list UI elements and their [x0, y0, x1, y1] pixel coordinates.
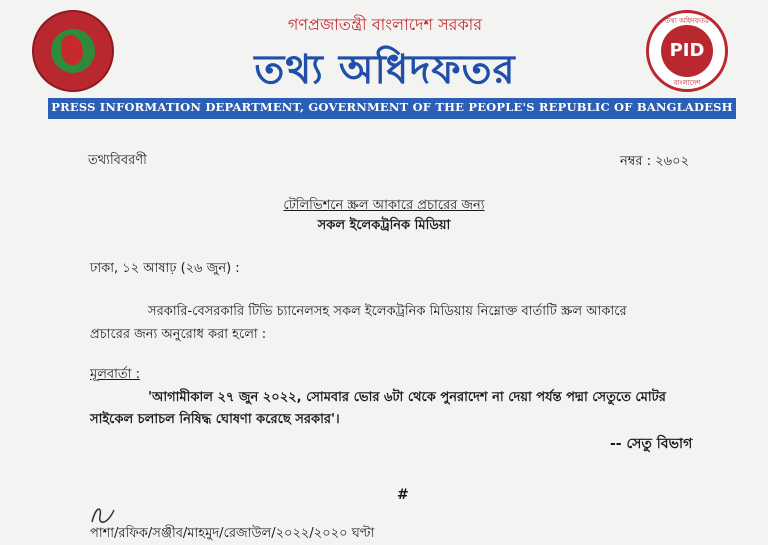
pid-seal-top-text: তথ্য অধিদফতর [665, 17, 709, 25]
pid-seal-bottom-text: বাংলাদেশ [673, 79, 701, 87]
message-line-2: সাইকেল চলাচল নিষিদ্ধ ঘোষণা করেছে সরকার'। [90, 412, 340, 427]
document-number: নম্বর : ২৬০২ [620, 154, 690, 169]
main-message-label: মূলবার্তা : [90, 367, 140, 382]
body-line-1: সরকারি-বেসরকারি টিভি চ্যানেলসহ সকল ইলেকট্রনিক মিডিয়ায় নিম্নোক্ত বার্তাটি স্ক্রল আকারে [148, 304, 627, 319]
end-mark: # [397, 487, 409, 503]
footer-initials: পাশা/রফিক/সঞ্জীব/মাহমুদ/রেজাউল/২০২২/২০২০ ঘণ্টা [90, 526, 375, 541]
government-name: গণপ্রজাতন্ত্রী বাংলাদেশ সরকার [287, 15, 483, 34]
pid-logo-text: PID [661, 25, 713, 77]
banner-text: PRESS INFORMATION DEPARTMENT, GOVERNMENT OF THE PEOPLE'S REPUBLIC OF BANGLADESH [51, 100, 733, 114]
government-seal-logo [32, 10, 114, 92]
subject-line-2: সকল ইলেকট্রনিক মিডিয়া [317, 218, 451, 233]
subject-line-1: টেলিভিশনে স্ক্রল আকারে প্রচারের জন্য [283, 198, 485, 213]
document-type-label: তথ্যবিবরণী [88, 153, 147, 168]
signature-department: -- সেতু বিভাগ [610, 436, 693, 452]
body-line-2: প্রচারের জন্য অনুরোধ করা হলো : [90, 327, 267, 342]
message-line-1: 'আগামীকাল ২৭ জুন ২০২২, সোমবার ভোর ৬টা থেকে পুনরাদেশ না দেয়া পর্যন্ত পদ্মা সেতুতে মোটর [148, 390, 666, 405]
date-line: ঢাকা, ১২ আষাঢ় (২৬ জুন) : [90, 261, 240, 276]
pid-seal-logo [646, 10, 728, 92]
department-title: তথ্য অধিদফতর [254, 47, 516, 93]
